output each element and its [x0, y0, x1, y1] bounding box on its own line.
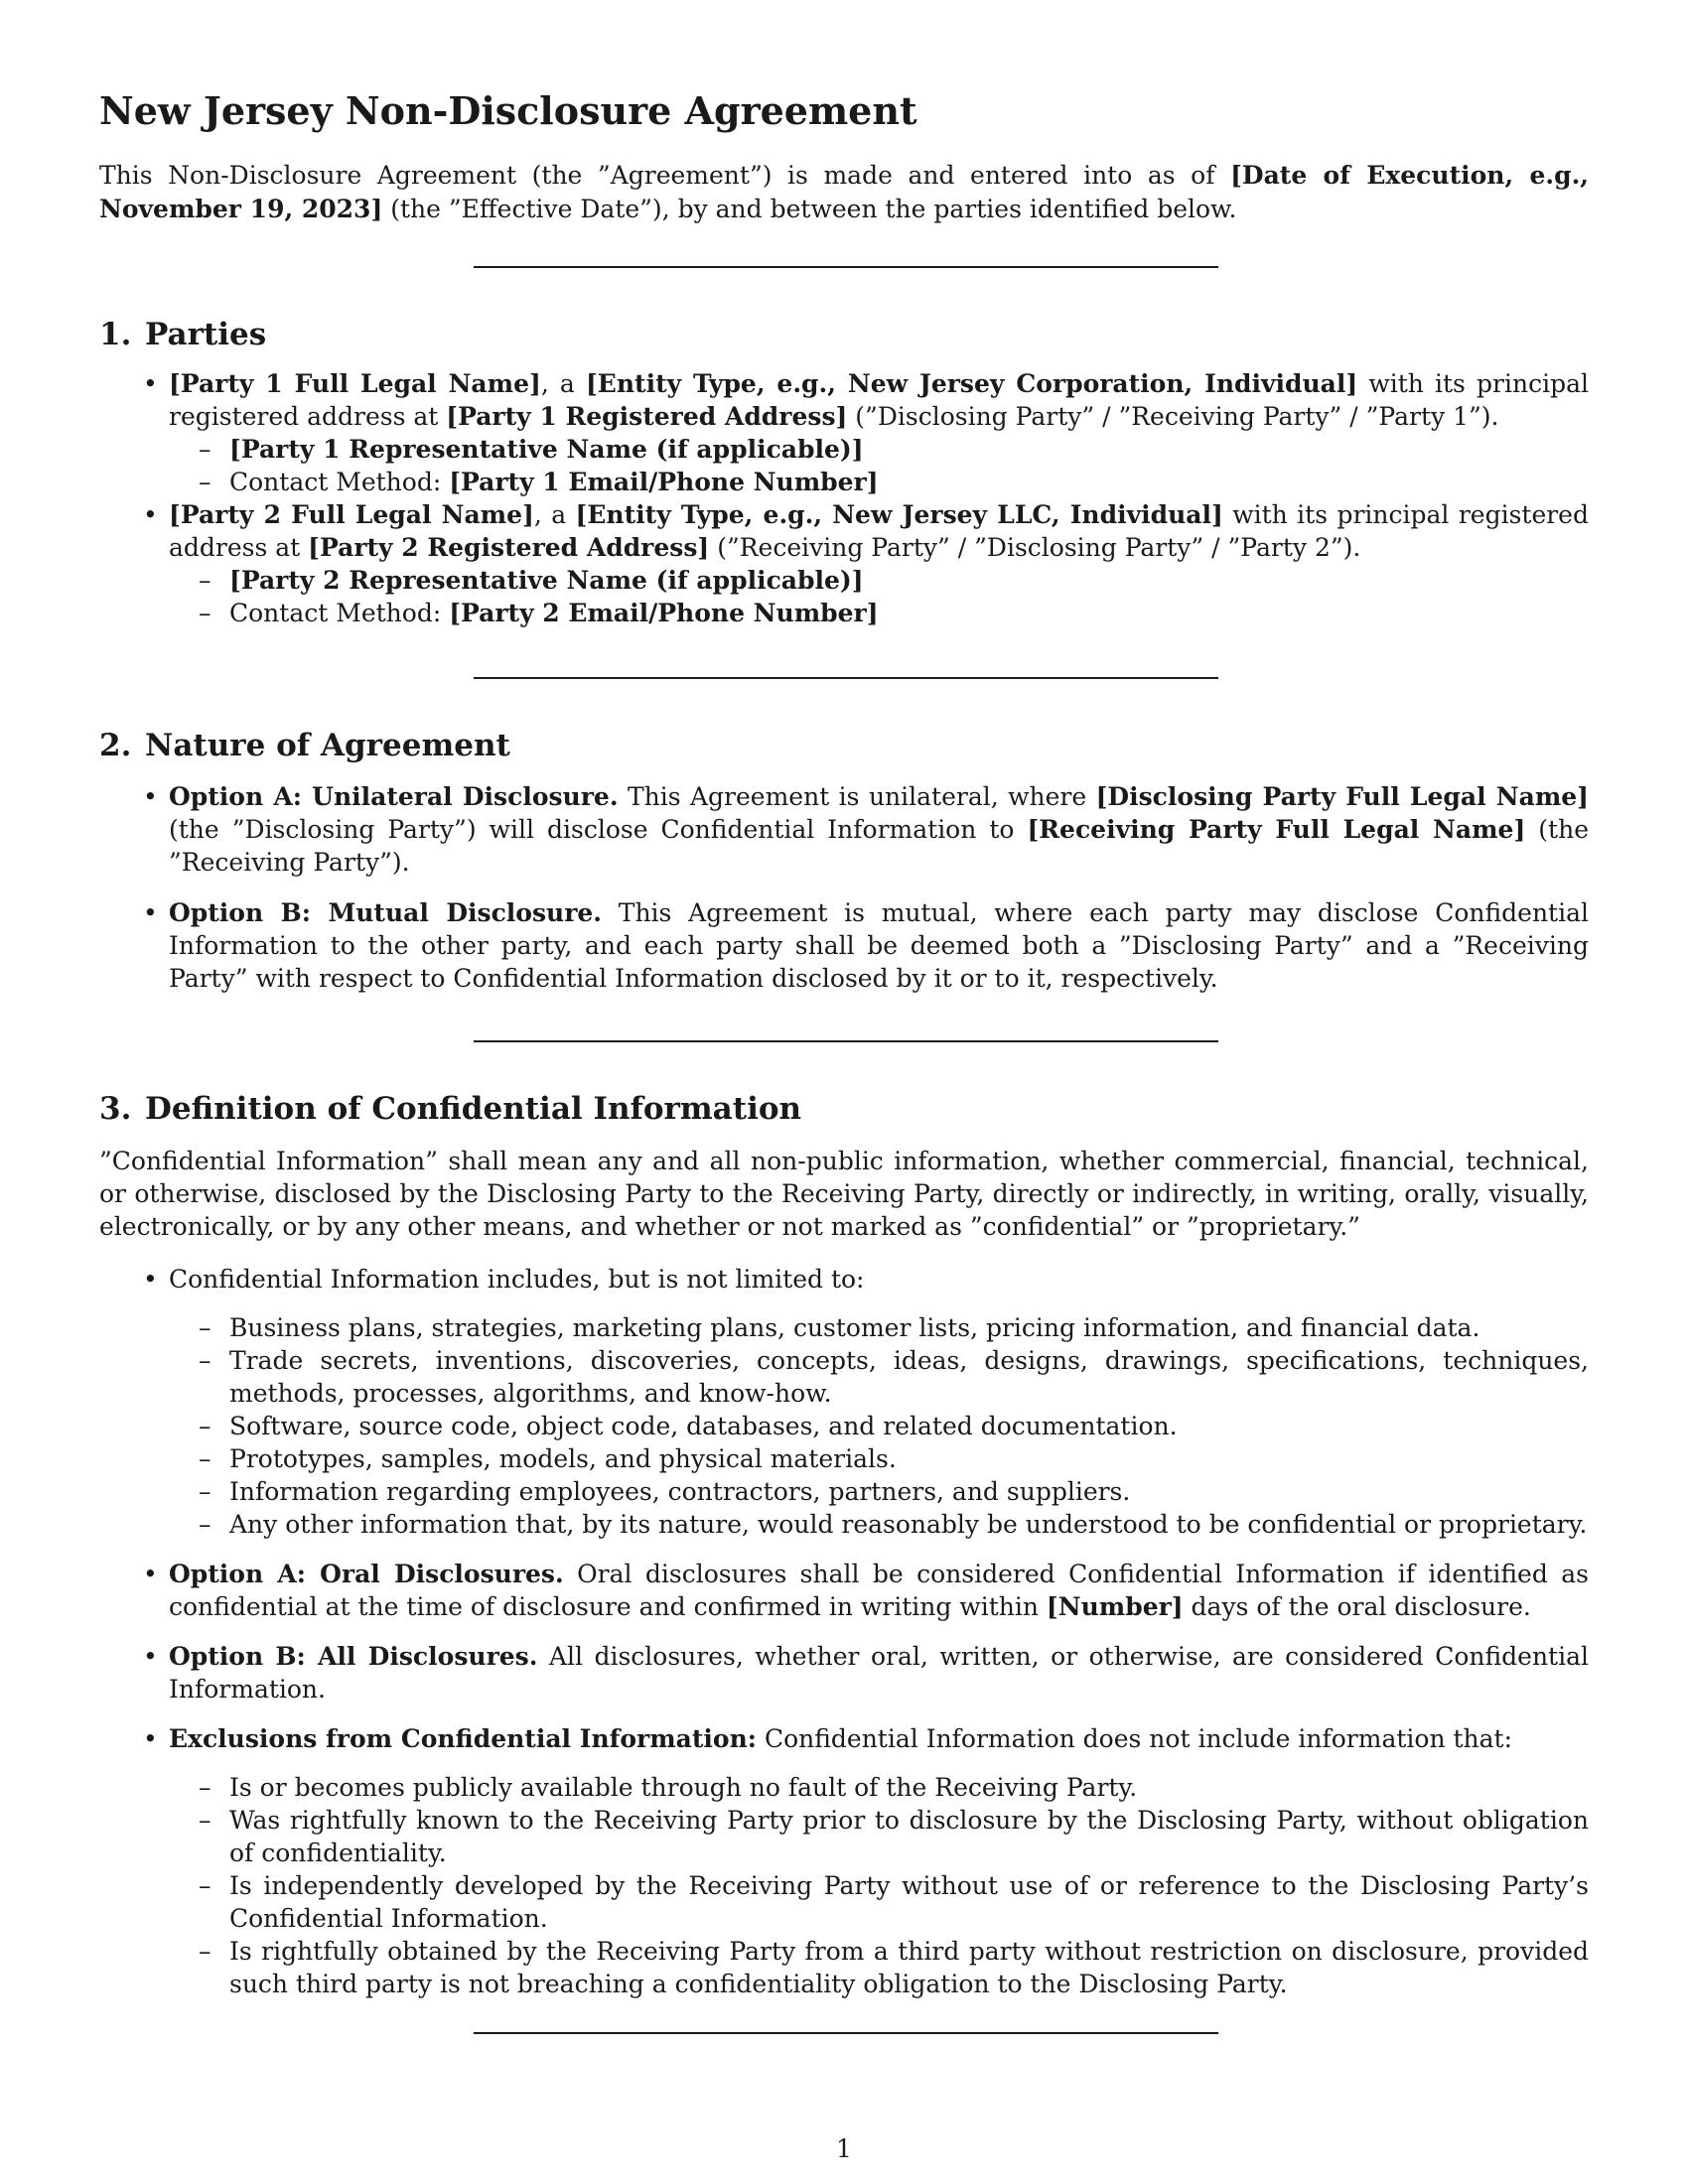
section-divider [474, 266, 1218, 268]
party-1-representative-placeholder: [Party 1 Representative Name (if applicable)] [229, 435, 864, 464]
list-item: – Information regarding employees, contractors, partners, and suppliers. [99, 1475, 1589, 1508]
party-1-item [99, 367, 1589, 433]
list-item: – Prototypes, samples, models, and physical materials. [99, 1442, 1589, 1475]
list-item: – Trade secrets, inventions, discoveries, concepts, ideas, designs, drawings, specifications, techniques, methods, processes, algorithms, and know-how. [99, 1344, 1589, 1410]
section-heading-definition [99, 1089, 801, 1129]
option-text: This Agreement is mutual, where each party may disclose Confidential Information to the other party, and each party shall be deemed both a ”Disclosing Party” and a ”Receiving Party” with respect to Confidential Information disclosed by it or to it, respectively. [169, 898, 1589, 993]
party-1-contact-placeholder: [Party 1 Email/Phone Number] [449, 468, 879, 496]
definition-option-b [99, 1640, 1589, 1706]
section-title: Nature of Agreement [145, 728, 510, 763]
nature-option-a [99, 780, 1589, 879]
list-item: – Is rightfully obtained by the Receiving Party from a third party without restriction on disclosure, provided such third party is not breaching a confidentiality obligation to the Disclosing Party. [99, 1935, 1589, 2000]
section-divider [474, 1040, 1218, 1042]
party-2-text: with its principal registered address at [169, 500, 1589, 562]
includes-intro [99, 1263, 1589, 1296]
party-1-text: (”Disclosing Party” / ”Receiving Party” / ”Party 1”). [847, 402, 1499, 431]
section-title: Definition of Confidential Information [145, 1091, 802, 1127]
section-number: 2. [99, 728, 132, 763]
nature-option-b [99, 896, 1589, 995]
party-2-entity-placeholder: [Entity Type, e.g., New Jersey LLC, Individual] [575, 500, 1223, 529]
party-2-representative-placeholder: [Party 2 Representative Name (if applicable)] [229, 566, 864, 595]
intro-paragraph [99, 159, 1589, 226]
includes-intro-text: Confidential Information includes, but is not limited to: [169, 1265, 865, 1294]
party-2-item [99, 498, 1589, 564]
party-1-entity-placeholder: [Entity Type, e.g., New Jersey Corporation, Individual] [585, 369, 1358, 398]
contact-label: Contact Method: [229, 468, 450, 496]
parties-list [99, 367, 1589, 629]
party-2-contact-placeholder: [Party 2 Email/Phone Number] [449, 599, 879, 627]
list-item: – Any other information that, by its nature, would reasonably be understood to be confidential or proprietary. [99, 1508, 1589, 1541]
nature-list [99, 780, 1589, 995]
definition-paragraph: ”Confidential Information” shall mean any and all non-public information, whether commercial, financial, technical, or otherwise, disclosed by the Disclosing Party to the Receiving Party, directly or indirectly, in writing, orally, visually, electronically, or by any other means, and whether or not marked as ”confidential” or ”proprietary.” [99, 1147, 1589, 1241]
receiving-party-placeholder: [Receiving Party Full Legal Name] [1027, 815, 1526, 844]
includes-list [99, 1311, 1589, 1541]
option-text: (the ”Disclosing Party”) will disclose Confidential Information to [169, 815, 1028, 844]
exclusions-item [99, 1722, 1589, 1755]
exclusions-label: Exclusions from Confidential Information: [169, 1724, 757, 1753]
execution-date-placeholder: [Date of Execution, e.g., November 19, 2023] [99, 161, 1590, 223]
document-title: New Jersey Non-Disclosure Agreement [99, 88, 917, 133]
disclosing-party-placeholder: [Disclosing Party Full Legal Name] [1095, 782, 1590, 811]
party-1-text: with its principal registered address at [169, 369, 1589, 431]
exclusions-list [99, 1771, 1589, 2000]
option-text: All disclosures, whether oral, written, or otherwise, are considered Confidential Information. [169, 1642, 1589, 1704]
party-1-text: , a [540, 369, 586, 398]
party-1-contact [99, 466, 1589, 498]
list-item: – Software, source code, object code, databases, and related documentation. [99, 1410, 1589, 1442]
party-2-text: , a [533, 500, 576, 529]
number-placeholder: [Number] [1046, 1592, 1184, 1621]
exclusions-text: Confidential Information does not include information that: [757, 1724, 1513, 1753]
section-heading-parties [99, 315, 266, 354]
list-item: – Business plans, strategies, marketing plans, customer lists, pricing information, and financial data. [99, 1311, 1589, 1344]
contact-label: Contact Method: [229, 599, 450, 627]
section-divider [474, 2032, 1218, 2034]
party-2-contact [99, 597, 1589, 629]
party-2-text: (”Receiving Party” / ”Disclosing Party” / ”Party 2”). [709, 533, 1361, 562]
intro-text: This Non-Disclosure Agreement (the ”Agreement”) is made and entered into as of [99, 161, 1231, 190]
list-item: – Is independently developed by the Receiving Party without use of or reference to the Disclosing Party’s Confidential Information. [99, 1869, 1589, 1935]
party-2-address-placeholder: [Party 2 Registered Address] [308, 533, 710, 562]
option-text: This Agreement is unilateral, where [618, 782, 1096, 811]
party-2-representative [99, 564, 1589, 597]
option-label: Option A: Unilateral Disclosure. [169, 782, 619, 811]
party-1-representative [99, 433, 1589, 466]
option-label: Option B: All Disclosures. [169, 1642, 538, 1671]
option-label: Option B: Mutual Disclosure. [169, 898, 603, 927]
intro-text-end: (the ”Effective Date”), by and between the parties identified below. [382, 195, 1237, 223]
option-text: days of the oral disclosure. [1183, 1592, 1531, 1621]
list-item: – Was rightfully known to the Receiving Party prior to disclosure by the Disclosing Party, without obligation of confidentiality. [99, 1804, 1589, 1869]
definition-list [99, 1263, 1589, 2000]
option-text: (the ”Receiving Party”). [169, 815, 1589, 877]
party-1-address-placeholder: [Party 1 Registered Address] [446, 402, 848, 431]
section-title: Parties [145, 317, 267, 352]
option-label: Option A: Oral Disclosures. [169, 1560, 564, 1588]
page-number: 1 [836, 2134, 852, 2163]
section-number: 3. [99, 1091, 132, 1127]
section-divider [474, 677, 1218, 679]
section-heading-nature [99, 726, 510, 765]
list-item: – Is or becomes publicly available through no fault of the Receiving Party. [99, 1771, 1589, 1804]
party-1-name-placeholder: [Party 1 Full Legal Name] [169, 369, 541, 398]
party-2-name-placeholder: [Party 2 Full Legal Name] [169, 500, 534, 529]
option-text: Oral disclosures shall be considered Confidential Information if identified as confidential at the time of disclosure and confirmed in writing within [169, 1560, 1589, 1621]
definition-option-a [99, 1558, 1589, 1623]
section-number: 1. [99, 317, 132, 352]
